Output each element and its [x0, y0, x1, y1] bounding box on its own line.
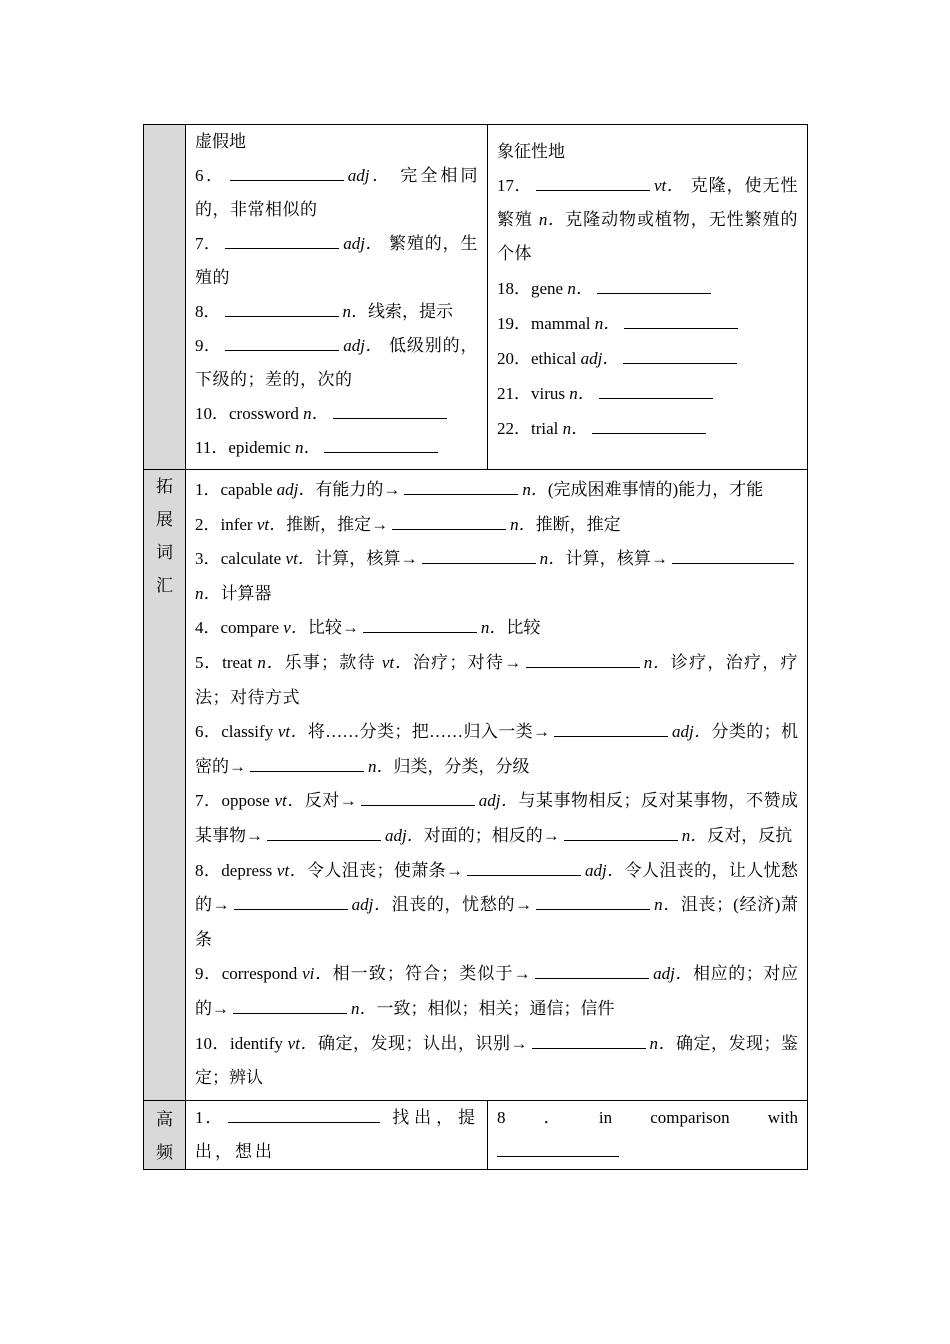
- vocab-row-extended: [144, 470, 808, 1101]
- answer-blank[interactable]: [672, 545, 794, 564]
- answer-blank[interactable]: [526, 649, 640, 668]
- vocab-left-column: [186, 125, 488, 470]
- list-item: 5．treat n．乐事；款待 vt．治疗；对待→ n．诊疗，治疗，疗法；对待方式: [195, 646, 798, 715]
- list-item: 21．virus n．: [497, 376, 798, 411]
- answer-blank[interactable]: [228, 1104, 380, 1123]
- list-item: 10．identify vt．确定，发现；认出，识别→ n．确定，发现；鉴定；辨认: [195, 1027, 798, 1096]
- answer-blank[interactable]: [554, 718, 668, 737]
- answer-blank[interactable]: [267, 822, 381, 841]
- list-item: 9．correspond vi．相一致；符合；类似于→ adj．相应的；对应的→ n．一致；相似；相关；通信；信件: [195, 957, 798, 1026]
- answer-blank[interactable]: [404, 476, 518, 495]
- answer-blank[interactable]: [333, 400, 447, 419]
- vocab-row-top: [144, 125, 808, 470]
- list-item: [497, 1135, 798, 1169]
- answer-blank[interactable]: [230, 162, 344, 181]
- answer-blank[interactable]: [564, 822, 678, 841]
- answer-blank[interactable]: [599, 380, 713, 399]
- answer-blank[interactable]: [497, 1138, 619, 1157]
- list-item: 7．oppose vt．反对→ adj．与某事物相反；反对某事物，不赞成某事物→ adj．对面的；相反的→ n．反对，反抗: [195, 784, 798, 853]
- list-item: 象征性地: [497, 142, 565, 161]
- list-item: 19．mammal n．: [497, 306, 798, 341]
- answer-blank[interactable]: [234, 891, 348, 910]
- answer-blank[interactable]: [532, 1030, 646, 1049]
- answer-blank[interactable]: [624, 310, 738, 329]
- vocabulary-table: [143, 124, 808, 1170]
- extended-vocab-cell: [186, 470, 808, 1101]
- list-item: 20．ethical adj．: [497, 341, 798, 376]
- list-item: 8．depress vt．令人沮丧；使萧条→ adj．令人沮丧的，让人忧愁的→ adj．沮丧的，忧愁的→ n．沮丧；(经济)萧条: [195, 854, 798, 958]
- answer-blank[interactable]: [623, 345, 737, 364]
- list-item: 22．trial n．: [497, 411, 798, 446]
- answer-blank[interactable]: [536, 172, 650, 191]
- answer-blank[interactable]: [363, 614, 477, 633]
- list-item: 6．classify vt．将……分类；把……归入一类→ adj．分类的；机密的→ n．归类，分类，分级: [195, 715, 798, 784]
- list-item: 1．capable adj．有能力的→ n．(完成困难事情的)能力，才能: [195, 473, 798, 508]
- answer-blank[interactable]: [225, 332, 339, 351]
- answer-blank[interactable]: [225, 230, 339, 249]
- answer-blank[interactable]: [392, 511, 506, 530]
- vocab-right-column: [488, 125, 808, 470]
- answer-blank[interactable]: [324, 434, 438, 453]
- answer-blank[interactable]: [535, 960, 649, 979]
- answer-blank[interactable]: [592, 415, 706, 434]
- side-label-empty: [144, 125, 186, 470]
- answer-blank[interactable]: [536, 891, 650, 910]
- list-item: 虚假地: [195, 132, 246, 151]
- vocab-row-frequent: [144, 1100, 808, 1169]
- list-item: 4．compare v．比较→ n．比较: [195, 611, 798, 646]
- answer-blank[interactable]: [422, 545, 536, 564]
- answer-blank[interactable]: [225, 298, 339, 317]
- list-item: 10．crossword n．: [195, 397, 478, 431]
- answer-blank[interactable]: [467, 857, 581, 876]
- answer-blank[interactable]: [597, 275, 711, 294]
- answer-blank[interactable]: [361, 787, 475, 806]
- answer-blank[interactable]: [250, 753, 364, 772]
- list-item: 8 ． in comparison with: [497, 1107, 798, 1127]
- frequent-left-cell: [186, 1100, 488, 1169]
- answer-blank[interactable]: [233, 995, 347, 1014]
- list-item: 7． adj． 繁殖的，生殖的: [195, 227, 478, 295]
- list-item: 9． adj． 低级别的，下级的；差的，次的: [195, 329, 478, 397]
- frequent-right-cell: [488, 1100, 808, 1169]
- list-item: 18．gene n．: [497, 271, 798, 306]
- list-item: 8． n．线索，提示: [195, 295, 478, 329]
- list-item: 17． vt． 克隆，使无性繁殖 n．克隆动物或植物，无性繁殖的个体: [497, 169, 798, 271]
- list-item: 3．calculate vt．计算，核算→ n．计算，核算→n．计算器: [195, 542, 798, 611]
- list-item: 6． adj． 完全相同的，非常相似的: [195, 159, 478, 227]
- side-label-extended: 拓 展 词 汇: [144, 470, 186, 1101]
- list-item: 2．infer vt．推断，推定→ n．推断，推定: [195, 508, 798, 543]
- side-label-frequent: 高 频: [144, 1100, 186, 1169]
- list-item: 11．epidemic n．: [195, 431, 478, 465]
- list-item: 1． 找出，提出，想出: [195, 1101, 478, 1169]
